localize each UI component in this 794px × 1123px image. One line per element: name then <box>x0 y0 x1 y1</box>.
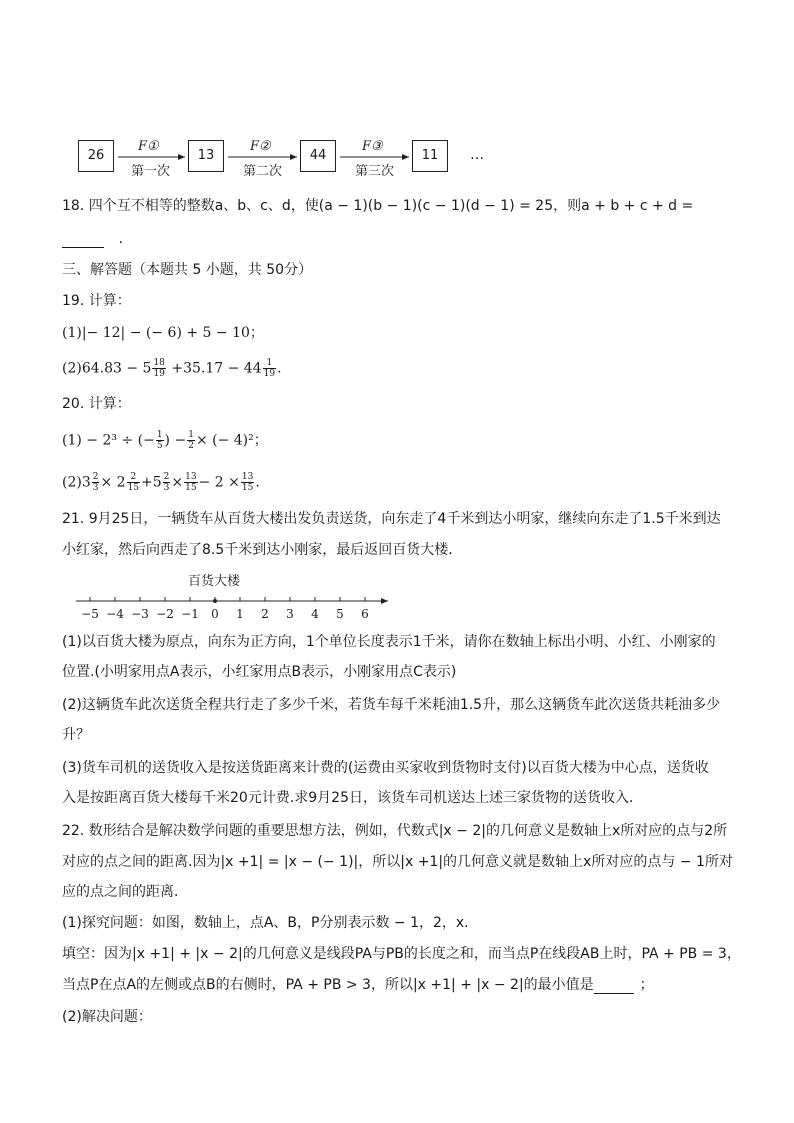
fraction: $\frac{2}{3}$ <box>92 472 99 493</box>
flow-box-3: 44 <box>300 140 336 172</box>
flow-ellipsis: … <box>470 147 484 163</box>
number-line-tick-label: −2 <box>156 607 174 621</box>
fraction: $\frac{18}{19}$ <box>153 358 165 379</box>
flow-step-1: 第一次 <box>131 164 171 179</box>
fraction: $\frac{2}{3}$ <box>163 472 170 493</box>
question-21-sub-2-line-1: (2)这辆货车此次送货全程共行走了多少千米，若货车每千米耗油1.5升，那么这辆货车此次送货共耗油多少 <box>62 697 721 713</box>
number-line-tick-label: 6 <box>361 607 369 621</box>
fraction: $\frac{1}{2}$ <box>188 430 194 451</box>
question-19-head: 19. 计算： <box>62 293 131 309</box>
question-22-line-1: 22. 数形结合是解决数学问题的重要思想方法，例如，代数式|x − 2|的几何意义是数轴上x所对应的点与2所 <box>62 823 728 839</box>
question-21-sub-2-line-2: 升？ <box>62 727 90 743</box>
question-22-line-3: 应的点之间的距离． <box>62 884 188 900</box>
number-line-origin-label: 百货大楼 <box>188 574 241 589</box>
question-20-head: 20. 计算： <box>62 396 131 412</box>
question-20-part-2: (2)3 $\frac{2}{3}$ × 2 $\frac{2}{15}$ +5 $\frac{2}{3}$ × $\frac{13}{15}$ − 2 × $\frac{13}{15}$ . <box>62 472 260 493</box>
section-title: 三、解答题（本题共 5 小题，共 50分） <box>62 262 313 278</box>
question-18-answer-line <box>62 230 123 248</box>
answer-blank <box>62 233 104 248</box>
question-22-fill-line-2: 当点P在点A的左侧或点B的右侧时，PA + PB > 3，所以|x +1| + |x − 2|的最小值是 ； <box>62 977 654 993</box>
flow-op-3: F③ <box>362 139 383 154</box>
flow-box-2: 13 <box>188 140 224 172</box>
question-21-line-2: 小红家，然后向西走了8.5千米到达小刚家，最后返回百货大楼． <box>62 542 463 558</box>
number-line <box>0 590 794 630</box>
number-line-tick-label: −4 <box>106 607 124 621</box>
flow-op-1: F① <box>138 139 159 154</box>
question-22-line-2: 对应的点之间的距离.因为|x +1| = |x − (− 1)|，所以|x +1|的几何意义就是数轴上x所对应的点与 − 1所对 <box>62 854 733 870</box>
question-22-sub-2: (2)解决问题： <box>62 1009 152 1025</box>
question-19-part-2: (2)64.83 − 5 $\frac{18}{19}$ +35.17 − 44 $\frac{1}{19}$ . <box>62 358 282 379</box>
flow-box-4: 11 <box>412 140 448 172</box>
question-22-sub-1: (1)探究问题：如图，数轴上，点A、B，P分别表示数 − 1，2，x． <box>62 915 479 931</box>
fraction: $\frac{13}{15}$ <box>241 472 254 493</box>
answer-blank <box>594 979 634 994</box>
number-line-tick-label: −3 <box>131 607 149 621</box>
question-21-sub-1-line-1: (1)以百货大楼为原点，向东为正方向，1个单位长度表示1千米，请你在数轴上标出小明、小红、小刚家的 <box>62 634 716 650</box>
number-line-tick-label: −5 <box>81 607 99 621</box>
flow-step-3: 第三次 <box>355 164 395 179</box>
question-20-part-1: (1) − 2³ ÷ (− $\frac{1}{5}$ ) − $\frac{1}{2}$ × (− 4)²； <box>62 430 268 451</box>
flow-op-2: F② <box>250 139 271 154</box>
number-line-tick-label: 2 <box>261 607 269 621</box>
fraction: $\frac{1}{19}$ <box>263 358 276 379</box>
fraction: $\frac{2}{15}$ <box>127 472 140 493</box>
number-line-tick-label: 3 <box>286 607 294 621</box>
question-18-tail: . <box>118 231 123 247</box>
number-line-tick-label: 5 <box>336 607 344 621</box>
question-21-sub-3-line-2: 入是按距离百货大楼每千米20元计费.求9月25日，该货车司机送达上述三家货物的送货收入． <box>62 790 643 806</box>
question-21-line-1: 21. 9月25日，一辆货车从百货大楼出发负责送货，向东走了4千米到达小明家，继续向东走了1.5千米到达 <box>62 511 721 527</box>
number-line-tick-label: 1 <box>236 607 244 621</box>
fraction: $\frac{13}{15}$ <box>185 472 197 493</box>
question-21-sub-3-line-1: (3)货车司机的送货收入是按送货距离来计费的(运费由买家收到货物时支付)以百货大楼为中心点，送货收 <box>62 760 709 776</box>
number-line-tick-label: 4 <box>311 607 319 621</box>
fraction: $\frac{1}{5}$ <box>156 430 163 451</box>
flow-step-2: 第二次 <box>243 164 283 179</box>
flow-arrows <box>0 0 794 200</box>
flow-box-1: 26 <box>78 140 114 172</box>
question-22-fill-line-1: 填空：因为|x +1| + |x − 2|的几何意义是线段PA与PB的长度之和，而当点P在线段AB上时，PA + PB = 3， <box>62 946 741 962</box>
question-21-sub-1-line-2: 位置.(小明家用点A表示，小红家用点B表示，小刚家用点C表示) <box>62 664 457 680</box>
question-18: 18. 四个互不相等的整数a、b、c、d，使(a − 1)(b − 1)(c − 1)(d − 1) = 25，则a + b + c + d = <box>62 198 694 214</box>
number-line-tick-label: −1 <box>181 607 199 621</box>
number-line-tick-label: 0 <box>211 607 219 621</box>
question-19-part-1: (1)|− 12| − (− 6) + 5 − 10； <box>62 325 264 341</box>
